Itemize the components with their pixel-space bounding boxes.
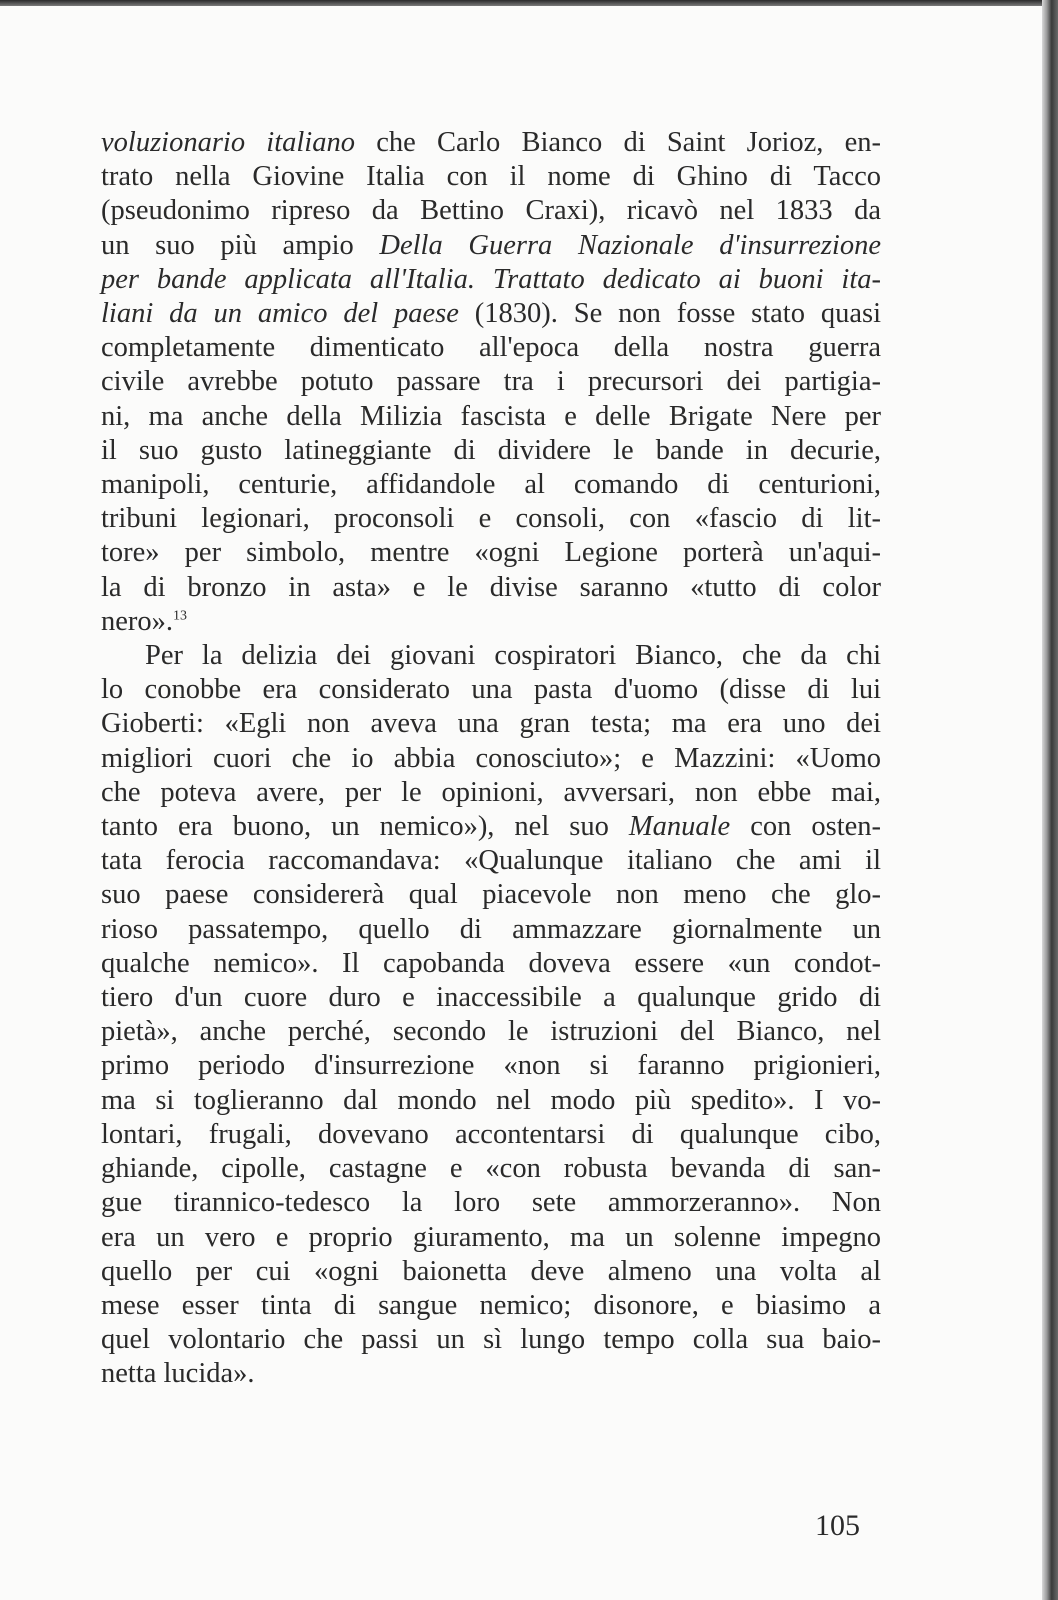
text-line: ghiande, cipolle, castagne e «con robusta bevanda di san- <box>101 1153 881 1185</box>
text-line: mese esser tinta di sangue nemico; disonore, e biasimo a <box>101 1289 881 1321</box>
text-line: netta lucida». <box>101 1358 255 1390</box>
text-line: quello per cui «ogni baionetta deve almeno una volta al <box>101 1255 881 1287</box>
text-line: primo periodo d'insurrezione «non si faranno prigionieri, <box>101 1050 881 1082</box>
text-line: lontari, frugali, dovevano accontentarsi di qualunque cibo, <box>101 1118 881 1150</box>
footnote-reference: 13 <box>173 608 188 624</box>
book-spine-edge <box>1042 0 1058 1600</box>
text-line: quel volontario che passi un sì lungo tempo colla sua baio- <box>101 1324 881 1356</box>
text-line: gue tirannico-tedesco la loro sete ammorzeranno». Non <box>101 1187 881 1219</box>
text-line: migliori cuori che io abbia conosciuto»; e Mazzini: «Uomo <box>101 742 881 774</box>
text-line: Per la delizia dei giovani cospiratori Bianco, che da chi <box>145 640 881 672</box>
text-line: nero».$^{13}$ <box>101 605 188 637</box>
text-line: civile avrebbe potuto passare tra i precursori dei partigia- <box>101 366 881 398</box>
text-line: manipoli, centurie, affidandole al comando di centurioni, <box>101 469 881 501</box>
text-line: che poteva avere, per le opinioni, avversari, non ebbe mai, <box>101 776 881 808</box>
text-line: tribuni legionari, proconsoli e consoli, con «fascio di lit- <box>101 503 881 535</box>
text-line: qualche nemico». Il capobanda doveva essere «un condot- <box>101 947 881 979</box>
text-line: Gioberti: «Egli non aveva una gran testa; ma era uno dei <box>101 708 881 740</box>
text-line: completamente dimenticato all'epoca della nostra guerra <box>101 332 881 364</box>
text-line: tanto era buono, un nemico»), nel suo Manuale con osten- <box>101 811 882 843</box>
text-line: la di bronzo in asta» e le divise saranno «tutto di color <box>101 571 881 603</box>
text-line: per bande applicata all'Italia. Trattato dedicato ai buoni ita- <box>101 263 881 295</box>
text-line: il suo gusto latineggiante di dividere le bande in decurie, <box>101 434 881 466</box>
page-number: 105 <box>815 1509 860 1542</box>
text-line: rioso passatempo, quello di ammazzare giornalmente un <box>101 913 881 945</box>
text-line: lo conobbe era considerato una pasta d'uomo (disse di lui <box>101 674 881 706</box>
text-line: tiero d'un cuore duro e inaccessibile a qualunque grido di <box>101 982 881 1014</box>
text-line: trato nella Giovine Italia con il nome di Ghino di Tacco <box>101 161 881 193</box>
text-line: pietà», anche perché, secondo le istruzioni del Bianco, nel <box>101 1016 881 1048</box>
text-line: era un vero e proprio giuramento, ma un solenne impegno <box>101 1221 881 1253</box>
text-line: liani da un amico del paese (1830). Se non fosse stato quasi <box>101 298 881 330</box>
page-top-edge <box>0 0 1058 6</box>
text-line: un suo più ampio Della Guerra Nazionale d'insurrezione <box>101 229 882 261</box>
text-line: ma si toglieranno dal mondo nel modo più spedito». I vo- <box>101 1084 881 1116</box>
text-line: ni, ma anche della Milizia fascista e delle Brigate Nere per <box>101 400 881 432</box>
body-text <box>101 126 881 1392</box>
text-line: voluzionario italiano che Carlo Bianco di Saint Jorioz, en- <box>101 127 882 158</box>
text-line: tore» per simbolo, mentre «ogni Legione porterà un'aqui- <box>101 537 881 569</box>
text-line: (pseudonimo ripreso da Bettino Craxi), ricavò nel 1833 da <box>101 195 881 227</box>
text-line: tata ferocia raccomandava: «Qualunque italiano che ami il <box>101 845 881 877</box>
text-line: suo paese considererà qual piacevole non meno che glo- <box>101 879 881 911</box>
